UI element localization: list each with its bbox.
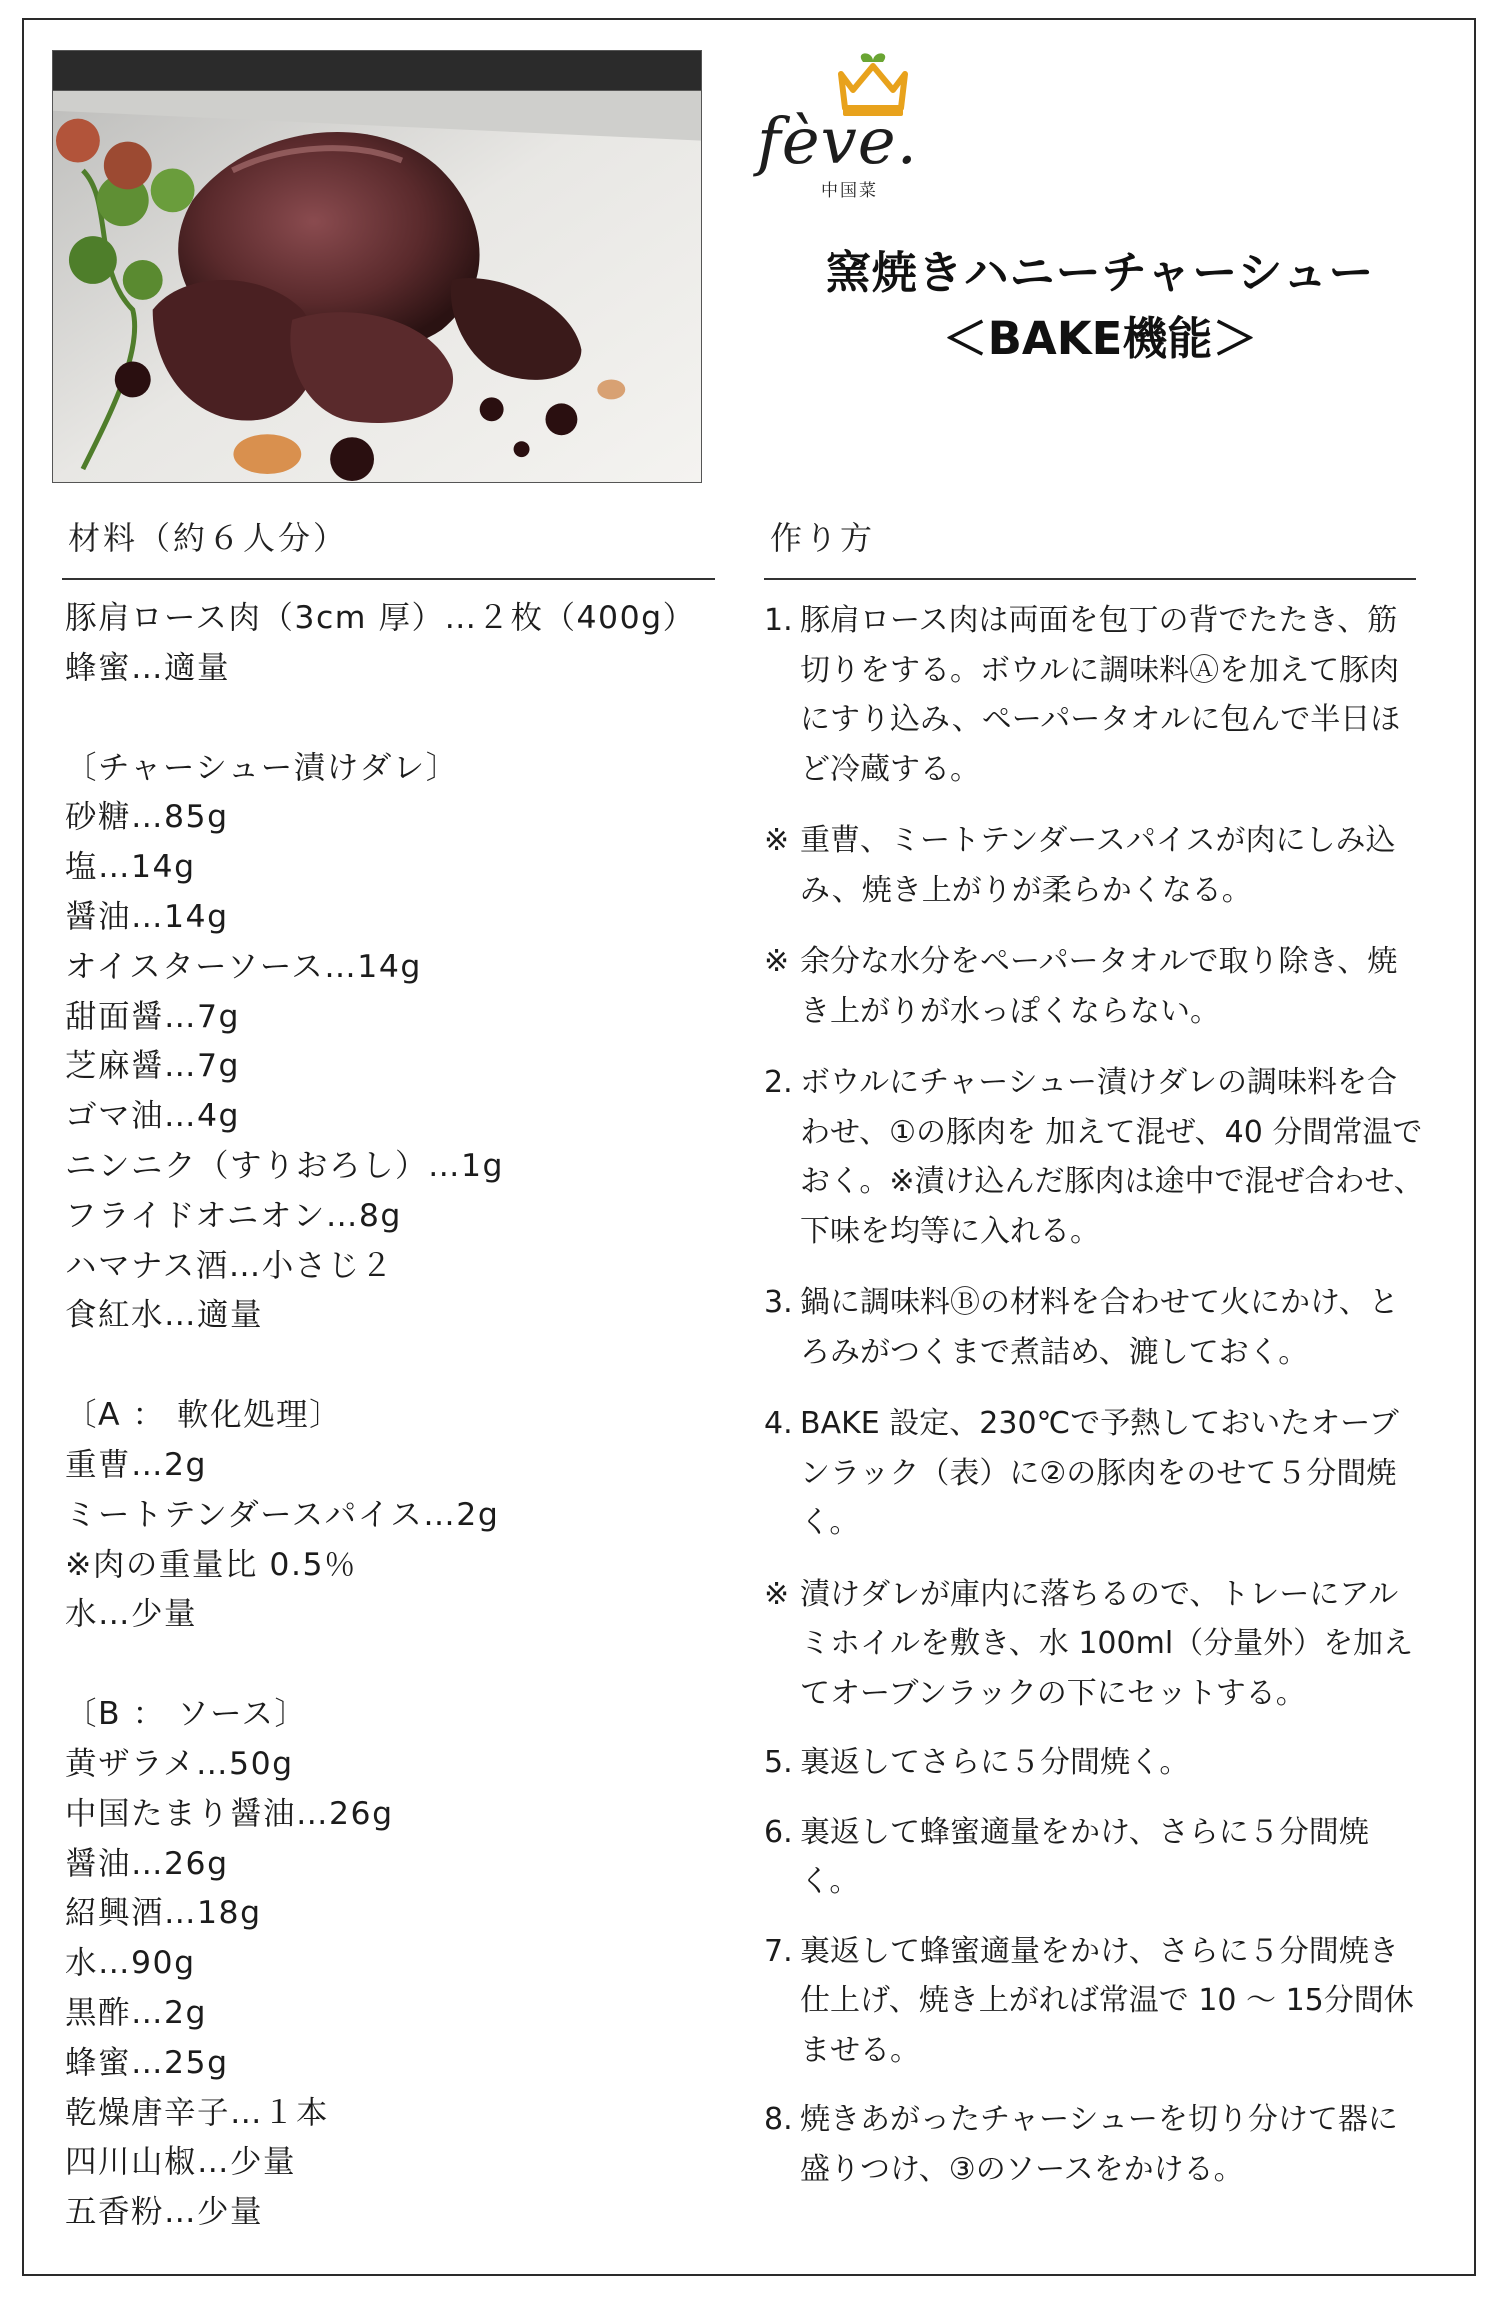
ingredient-item: 芝麻醤…7g [65, 1048, 241, 1085]
step-item [764, 1278, 1424, 1377]
ingredient-item: 重曹…2g [65, 1446, 208, 1483]
spacer [65, 1341, 715, 1391]
step-text: 重曹、ミートテンダースパイスが肉にしみ込み、焼き上がりが柔らかくなる。 [800, 823, 1396, 908]
dish-photo [52, 50, 702, 483]
spacer [65, 1640, 715, 1690]
ingredient-item: 水…少量 [65, 1596, 198, 1633]
brand-name: fève. [757, 105, 918, 179]
brand-logo [755, 52, 945, 212]
recipe-mode: ＜BAKE機能＞ [942, 312, 1258, 365]
ingredient-item: 蜂蜜…適量 [65, 649, 231, 686]
ingredient-item: 五香粉…少量 [65, 2194, 264, 2231]
ingredient-note: ※肉の重量比 0.5％ [65, 1546, 358, 1583]
ingredient-item: 醤油…14g [65, 898, 229, 935]
char-siu-image [53, 51, 701, 482]
ingredients-divider [62, 578, 715, 580]
ingredient-item: 蜂蜜…25g [65, 2044, 229, 2081]
step-number: 7. [764, 1933, 793, 1969]
brand-subtitle: 中国菜 [821, 181, 878, 201]
ingredient-list [65, 594, 715, 2238]
step-item [764, 596, 1424, 794]
ingredient-item: 乾燥唐辛子…１本 [65, 2094, 330, 2131]
ingredient-item: 砂糖…85g [65, 799, 229, 836]
ingredient-group-heading: 〔A ： 軟化処理〕 [65, 1397, 343, 1434]
step-text: 漬けダレが庫内に落ちるので、トレーにアルミホイルを敷き、水 100ml（分量外）を加えてオーブンラックの下にセットする。 [800, 1576, 1414, 1711]
step-text: BAKE 設定、230℃で予熱しておいたオーブンラック（表）に②の豚肉をのせて５分間焼く。 [800, 1406, 1399, 1540]
ingredient-item: 塩…14g [65, 849, 196, 886]
note-mark: ※ [764, 823, 790, 858]
ingredient-item: ハマナス酒…小さじ２ [65, 1247, 394, 1284]
ingredient-item: ミートテンダースパイス…2g [65, 1496, 500, 1533]
ingredient-item: ゴマ油…4g [65, 1098, 241, 1135]
ingredient-group-heading: 〔B ： ソース〕 [65, 1696, 308, 1733]
step-number: 8. [764, 2102, 793, 2137]
ingredient-item: オイスターソース…14g [65, 948, 422, 985]
step-number: 2. [764, 1065, 793, 1100]
step-number: 1. [764, 603, 793, 638]
step-item [764, 1927, 1424, 2076]
ingredient-item: 黒酢…2g [65, 1994, 208, 2031]
ingredient-item: 豚肩ロース肉（3cm 厚）…２枚（400g） [65, 600, 696, 636]
step-number: 3. [764, 1285, 793, 1320]
ingredient-item: フライドオニオン…8g [65, 1197, 402, 1234]
ingredients-heading: 材料（約６人分） [68, 519, 349, 557]
ingredient-item: 黄ザラメ…50g [65, 1745, 294, 1782]
step-text: 裏返して蜂蜜適量をかけ、さらに５分間焼く。 [800, 1814, 1369, 1899]
step-text: 焼きあがったチャーシューを切り分けて器に盛りつけ、③のソースをかける。 [800, 2102, 1398, 2187]
step-note [764, 937, 1424, 1036]
step-item [764, 1808, 1424, 1907]
ingredient-item: 水…90g [65, 1945, 196, 1982]
ingredient-item: 四川山椒…少量 [65, 2144, 297, 2181]
step-note [764, 816, 1424, 915]
step-number: 4. [764, 1406, 793, 1441]
step-number: 6. [764, 1814, 793, 1850]
ingredient-item: 食紅水…適量 [65, 1297, 264, 1334]
note-mark: ※ [764, 1576, 790, 1612]
step-text: 裏返してさらに５分間焼く。 [800, 1745, 1190, 1780]
step-text: 裏返して蜂蜜適量をかけ、さらに５分間焼き仕上げ、焼き上がれば常温で 10 ～ 15分間休ませる。 [800, 1933, 1414, 2068]
step-list [764, 596, 1424, 2194]
ingredient-item: 中国たまり醤油…26g [65, 1795, 394, 1832]
steps-heading: 作り方 [770, 519, 876, 557]
steps-divider [764, 578, 1416, 580]
ingredient-item: 紹興酒…18g [65, 1895, 262, 1932]
step-item [764, 1399, 1424, 1548]
ingredient-group-heading: 〔チャーシュー漬けダレ〕 [65, 749, 459, 786]
ingredient-item: 醤油…26g [65, 1845, 229, 1882]
step-number: 5. [764, 1745, 793, 1780]
ingredient-item: ニンニク（すりおろし）…1g [65, 1147, 505, 1184]
step-text: ボウルにチャーシュー漬けダレの調味料を合わせ、①の豚肉を 加えて混ぜ、40 分間常温でおく。※漬け込んだ豚肉は途中で混ぜ合わせ、下味を均等に入れる。 [800, 1065, 1424, 1249]
step-note [764, 1570, 1424, 1719]
step-item [764, 1738, 1424, 1788]
step-item [764, 2095, 1424, 2194]
spacer [65, 694, 715, 744]
step-text: 豚肩ロース肉は両面を包丁の背でたたき、筋切りをする。ボウルに調味料Ⓐを加えて豚肉にすり込み、ペーパータオルに包んで半日ほど冷蔵する。 [800, 603, 1401, 787]
step-item [764, 1058, 1424, 1256]
note-mark: ※ [764, 944, 790, 979]
ingredient-item: 甜面醤…7g [65, 998, 241, 1035]
step-text: 鍋に調味料Ⓑの材料を合わせて火にかけ、とろみがつくまで煮詰め、漉しておく。 [800, 1285, 1399, 1370]
recipe-title: 窯焼きハニーチャーシュー [825, 246, 1375, 299]
step-text: 余分な水分をペーパータオルで取り除き、焼き上がりが水っぽくならない。 [800, 944, 1398, 1029]
